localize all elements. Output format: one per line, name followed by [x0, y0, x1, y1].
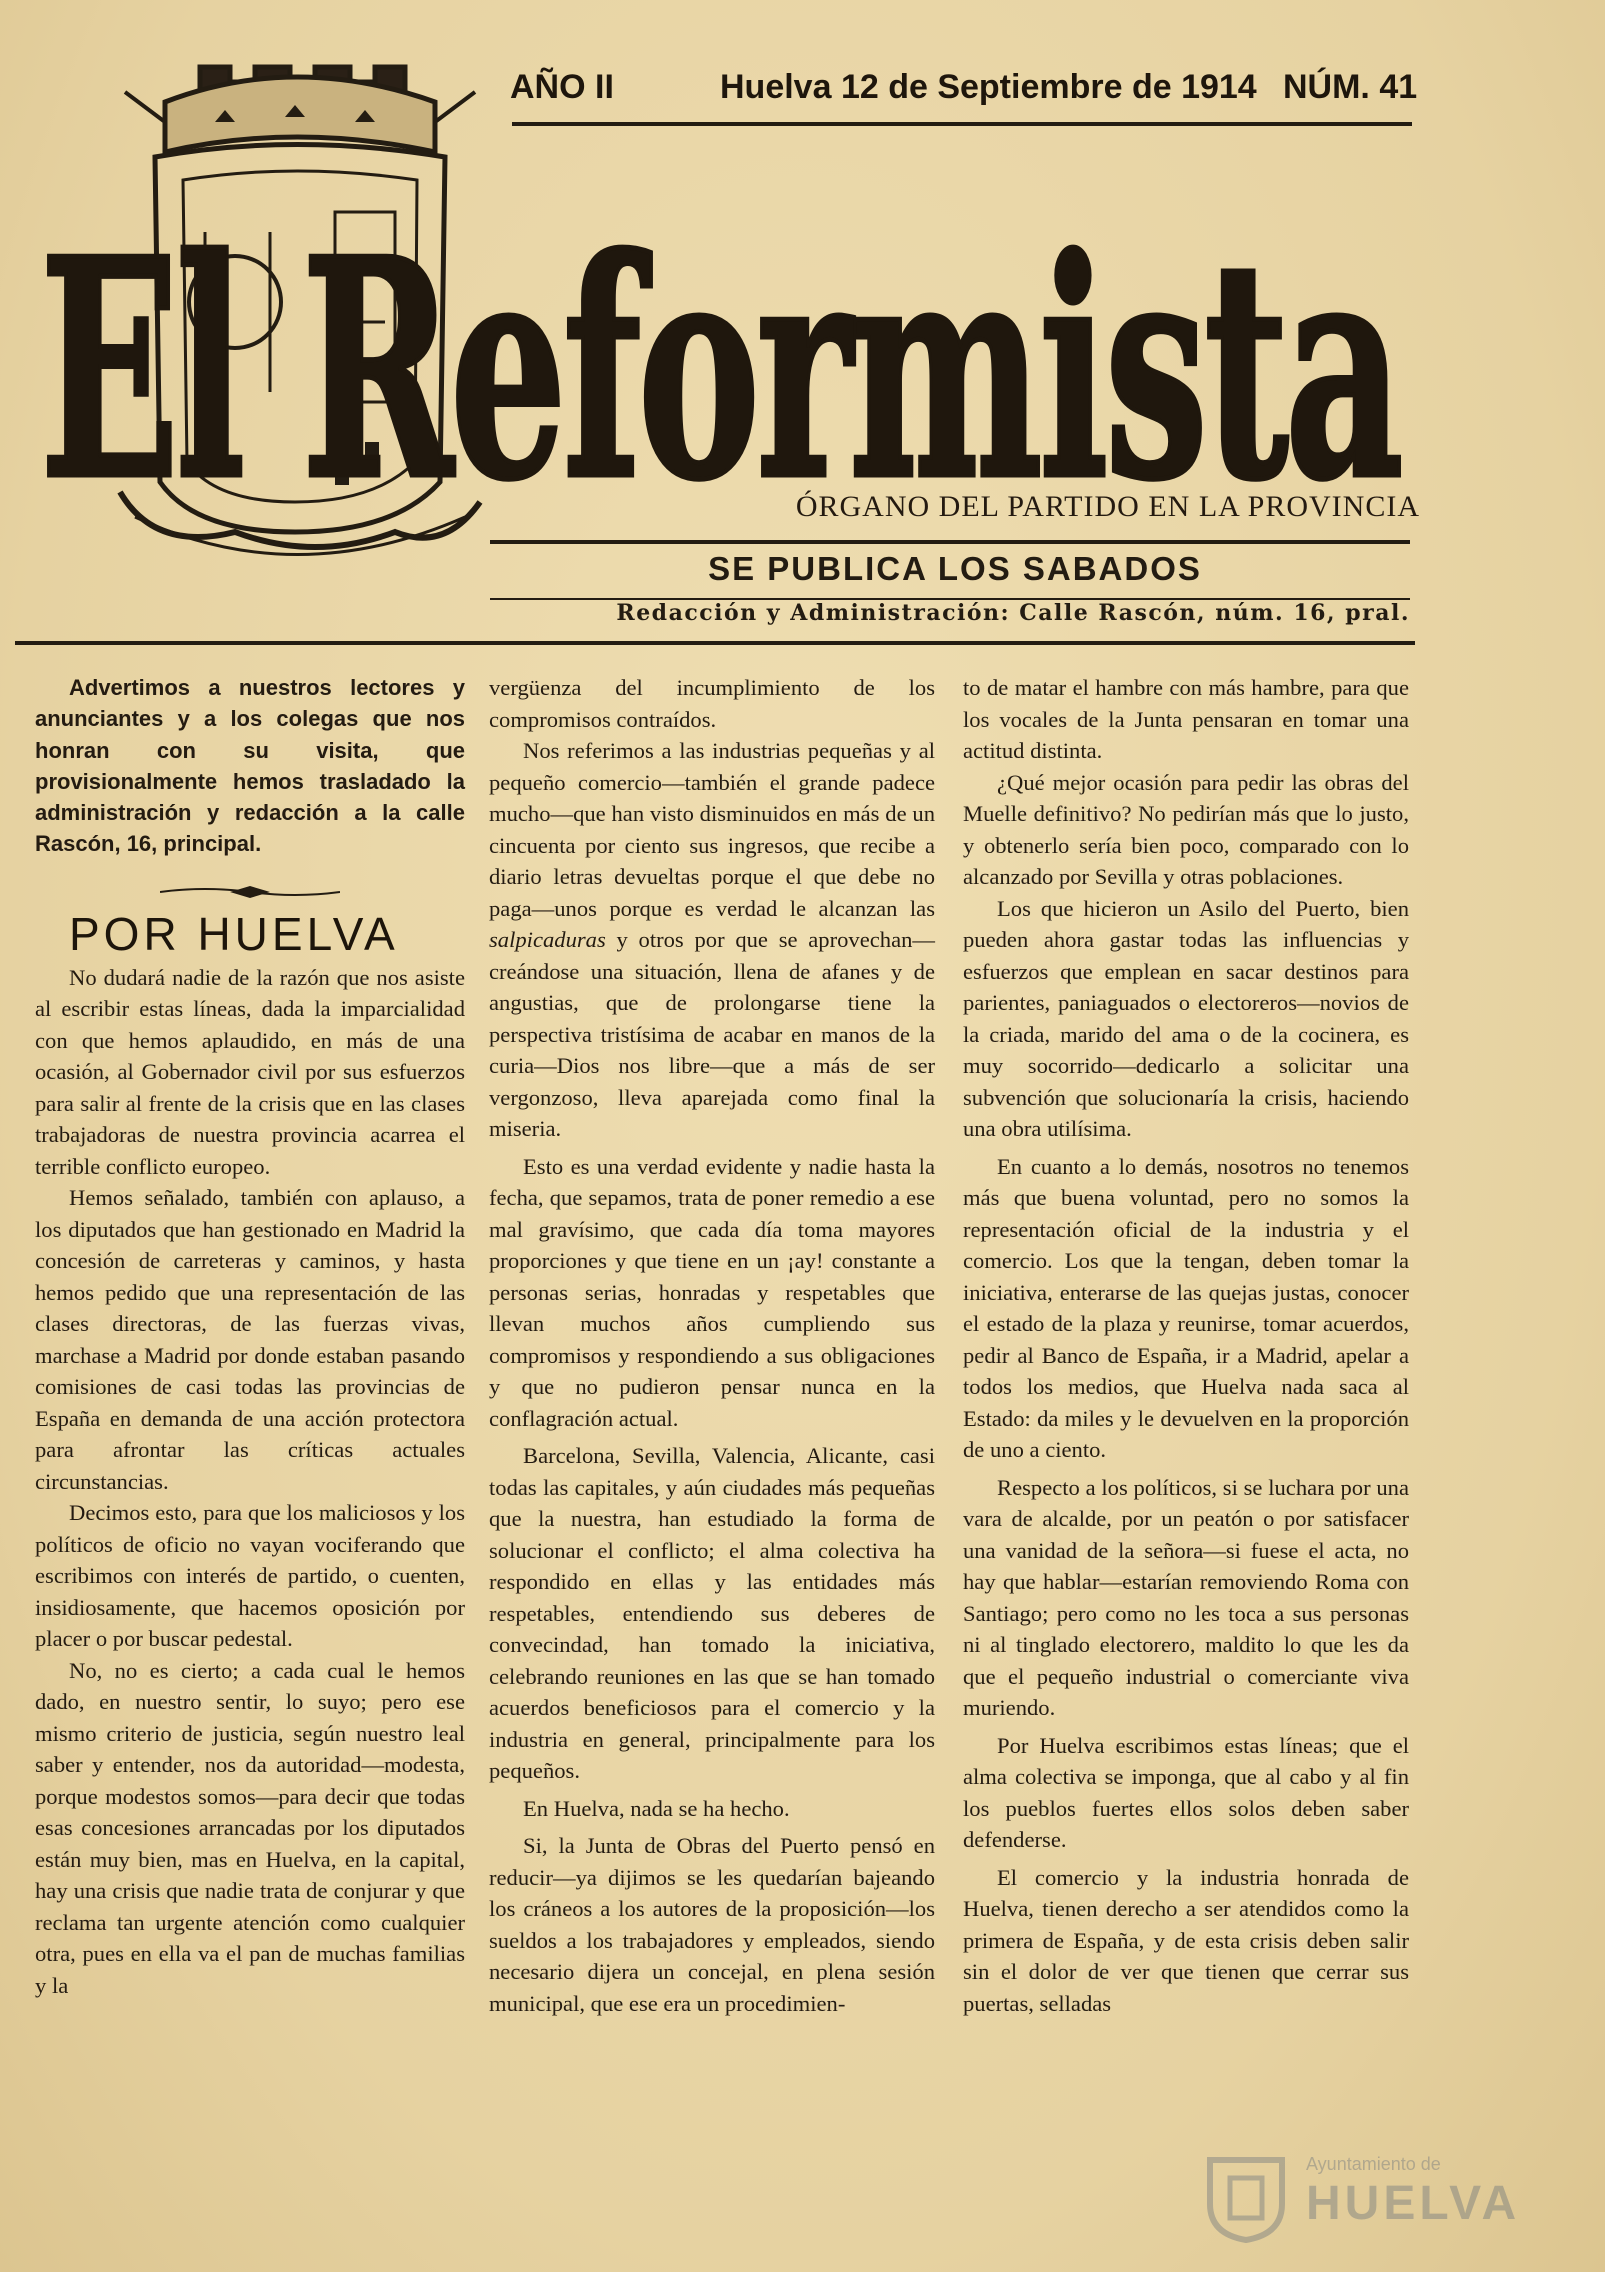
article-text: y otros por que se aprovechan—creándose una situación, llena de afanes y de angustias, que de prolongarse tiene la perspectiva tristísima de acabar en manos de la curia—Dios nos libre—que a más de ser vergonzoso, lleva aparejada como final la miseria.	[489, 927, 935, 1141]
italic-word: salpicaduras	[489, 927, 606, 952]
article-paragraph: Esto es una verdad evidente y nadie hasta la fecha, que sepamos, trata de poner remedio a ese mal gravísimo, que cada día toma mayores proporciones y que tiene en un ¡ay! constante a personas serias, honradas y respetables que llevan muchos años cumpliendo sus compromisos y respondiendo a sus obligaciones y que no pudieron pensar nunca en la conflagración actual.	[489, 1153, 935, 1431]
article-paragraph: No dudará nadie de la razón que nos asiste al escribir estas líneas, dada la imparcialidad con que hemos aplaudido, en más de una ocasión, al Gobernador civil por sus esfuerzos para salir al frente de la crisis que en las clases trabajadoras de nuestra provincia acarrea el terrible conflicto europeo.	[35, 964, 465, 1179]
article-text: Nos referimos a las industrias pequeñas y al pequeño comercio—también el grande padece mucho—que han visto disminuidos en más de un cincuenta por ciento sus ingresos, que recibe a diario letras devueltas porque el que debe no paga—unos porque es verdad le alcanzan las	[489, 738, 935, 921]
divider-ornament	[160, 884, 340, 900]
header-rule-top	[512, 122, 1412, 126]
article-paragraph: ¿Qué mejor ocasión para pedir las obras del Muelle definitivo? No pedirían más que lo justo, y obtenerlo sería bien poco, comparado con lo alcanzado por Sevilla y otras poblaciones.	[963, 769, 1409, 889]
column-2	[489, 672, 935, 2019]
watermark-small-text: Ayuntamiento de	[1306, 2154, 1441, 2174]
newspaper-title: El Reformista	[40, 193, 1400, 525]
article-paragraph: Respecto a los políticos, si se luchara por una vara de alcalde, por un peatón o por satisfacer una vanidad de la señora—si fuese el acta, no hay que hablar—estarían removiendo Roma con Santiago; pero como no les toca a sus personas ni al tinglado electorero, maldito lo que les da que el pequeño industrial o comerciante viva muriendo.	[963, 1474, 1409, 1720]
article-paragraph-italic-mixed	[489, 735, 935, 1145]
column-3	[963, 672, 1409, 2019]
header-rule-full	[15, 641, 1415, 645]
issue-date: Huelva 12 de Septiembre de 1914	[720, 68, 1257, 106]
header-rule-mid	[490, 540, 1410, 544]
article-paragraph: En Huelva, nada se ha hecho.	[523, 1795, 790, 1821]
publication-schedule: SE PUBLICA LOS SABADOS	[708, 550, 1202, 587]
article-paragraph: Si, la Junta de Obras del Puerto pensó en reducir—ya dijimos se les quedarían bajeando los cráneos a los autores de la proposición—los sueldos a los trabajadores y empleados, siendo necesario dijera un concejal, en plena sesión municipal, que ese era un procedimien-	[489, 1833, 935, 2016]
article-paragraph: Decimos esto, para que los maliciosos y los políticos de oficio no vayan vociferando que escribimos con interés de partido, o cuenten, insidiosamente, que hacemos oposición por placer o por buscar pedestal.	[35, 1500, 465, 1652]
article-title: POR HUELVA	[69, 907, 399, 960]
watermark-big-text: HUELVA	[1306, 2177, 1521, 2230]
article-paragraph: Los que hicieron un Asilo del Puerto, bien pueden ahora gastar todas las influencias y esfuerzos que emplean en sacar destinos para parientes, paniaguados o electoreros—novios de la criada, marido del ama o de la cocinera, es muy socorrido—dedicarlo a solicitar una subvención que solucionaría la crisis, haciendo una obra utilísima.	[963, 895, 1409, 1141]
issue-year: AÑO II	[510, 68, 614, 106]
subtitle-organo: ÓRGANO DEL PARTIDO EN LA PROVINCIA	[795, 490, 1420, 523]
article-paragraph: No, no es cierto; a cada cual le hemos dado, en nuestro sentir, lo suyo; pero ese mismo criterio de justicia, según nuestro leal saber y entender, nos da autoridad—modesta, porque modestos somos—para decir que todas esas concesiones arrancadas por los diputados están muy bien, mas en Huelva, en la capital, hay una crisis que nadie trata de conjurar y que reclama tan urgente atención como cualquier otra, pues en ella va el pan de muchas familias y la	[35, 1657, 465, 1998]
city-shield-icon	[1200, 2152, 1292, 2244]
article-paragraph: Hemos señalado, también con aplauso, a los diputados que han gestionado en Madrid la concesión de carreteras y caminos, y hasta hemos pedido que una representación de las clases directoras, de las fuerzas vivas, marchase a Madrid por donde estaban pasando comisiones de casi todas las provincias de España en demanda de una acción protectora para afrontar las críticas actuales circunstancias.	[35, 1185, 465, 1494]
article-paragraph: En cuanto a lo demás, nosotros no tenemos más que buena voluntad, pero no somos la representación oficial de la industria y el comercio. Los que la tengan, deben tomar la iniciativa, enterarse de las quejas justas, conocer el estado de la plaza y reunirse, tomar acuerdos, pedir al Banco de España, ir a Madrid, apelar a todos los medios, que Huelva nada saca al Estado: da miles y le devuelven en la proporción de uno a ciento.	[963, 1153, 1409, 1462]
article-paragraph: Barcelona, Sevilla, Valencia, Alicante, casi todas las capitales, y aún ciudades más pequeñas que la nuestra, han estudiado la forma de solucionar el conflicto; el alma colectiva ha respondido en ellas y las entidades más respetables, entendiendo sus deberes de convecindad, han tomado la iniciativa, celebrando reuniones en las que se han tomado acuerdos beneficiosos para el comercio y la industria en general, principalmente para los pequeños.	[489, 1443, 935, 1783]
issue-info-row	[510, 68, 1418, 120]
article-paragraph: Por Huelva escribimos estas líneas; que el alma colectiva se imponga, que al cabo y al fin los pueblos fuertes ellos solos deben saber defenderse.	[963, 1732, 1409, 1852]
archive-watermark	[1200, 2148, 1530, 2248]
article-paragraph: El comercio y la industria honrada de Huelva, tienen derecho a ser atendidos como la primera de España, y de esta crisis deben salir sin el dolor de ver que tienen que cerrar sus puertas, selladas	[963, 1864, 1409, 2016]
article-paragraph: to de matar el hambre con más hambre, para que los vocales de la Junta pensaran en tomar una actitud distinta.	[963, 675, 1409, 763]
relocation-notice: Advertimos a nuestros lectores y anunciantes y a los colegas que nos honran con su visita, que provisionalmente hemos trasladado la administración y redacción a la calle Rascón, 16, principal.	[35, 675, 465, 857]
column-1	[35, 672, 465, 2001]
newspaper-title-logo	[0, 140, 1605, 525]
article-paragraph: vergüenza del incumplimiento de los compromisos contraídos.	[489, 675, 935, 732]
editorial-address: Redacción y Administración: Calle Rascón, núm. 16, pral.	[616, 600, 1410, 626]
issue-number: NÚM. 41	[1283, 68, 1418, 106]
